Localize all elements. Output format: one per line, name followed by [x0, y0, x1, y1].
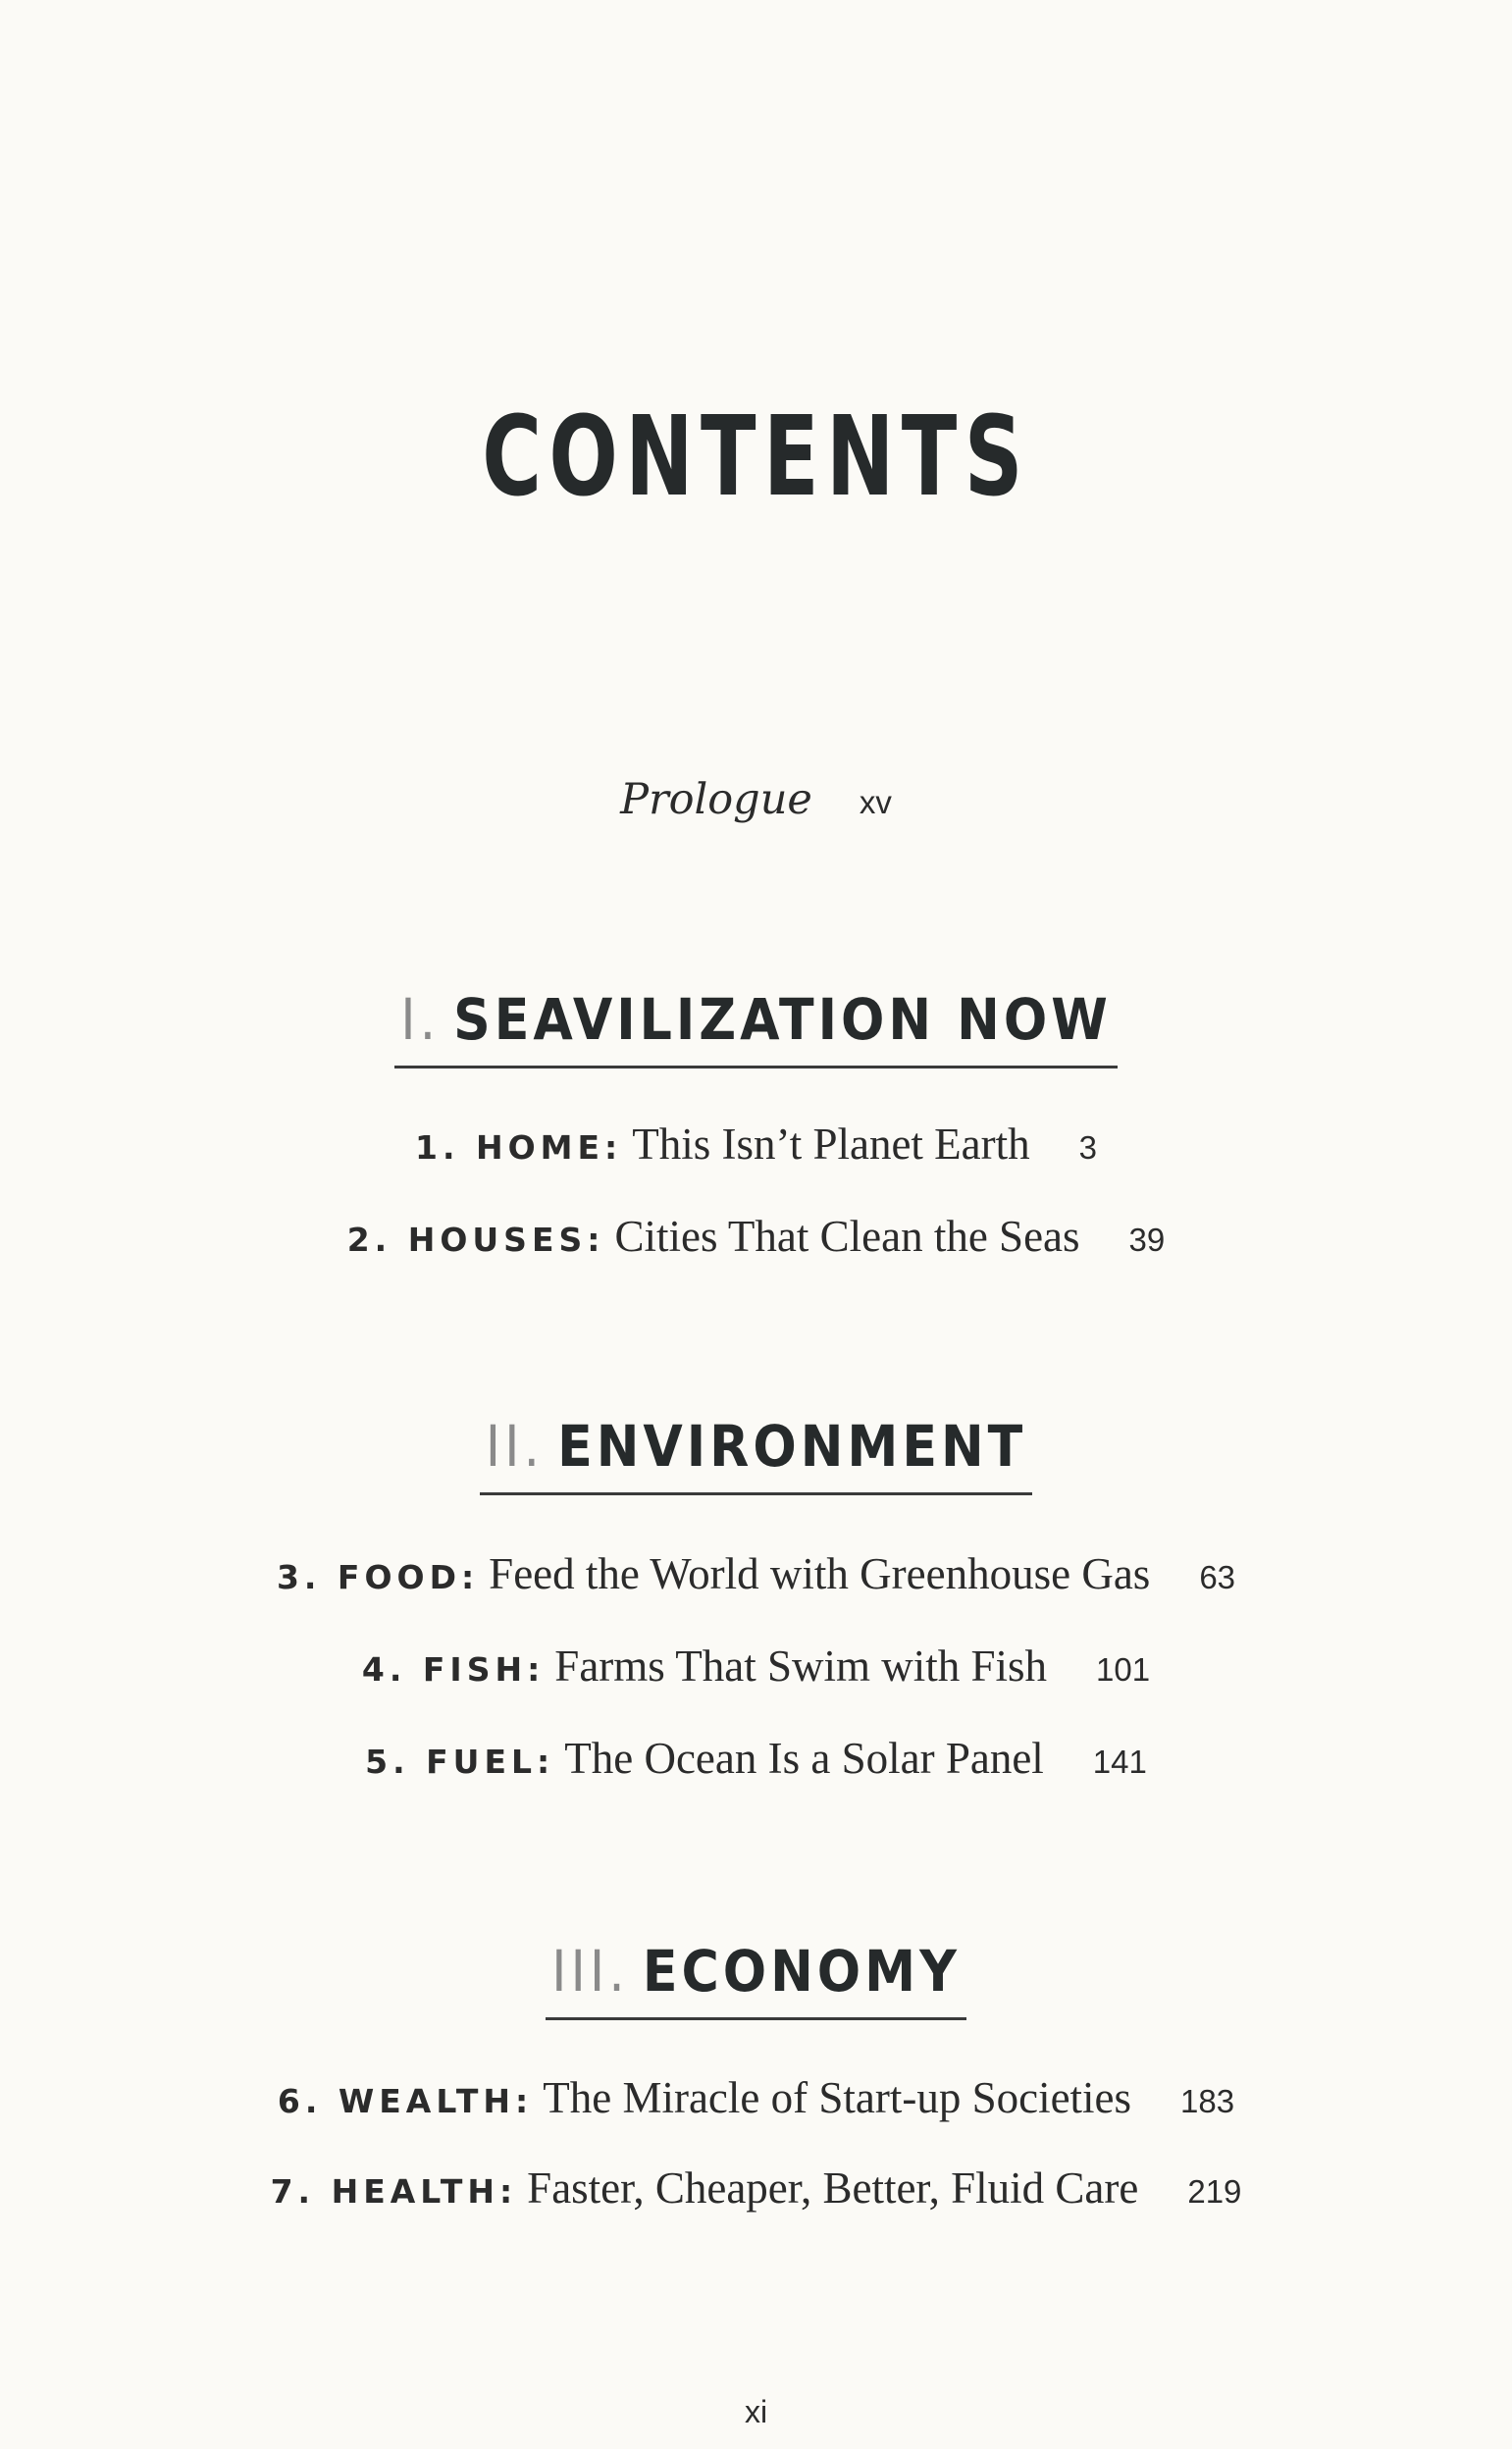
part-title: ECONOMY	[642, 1938, 961, 2005]
chapter-title: Feed the World with Greenhouse Gas	[489, 1549, 1151, 1598]
chapter-label: 3. FOOD:	[276, 1558, 480, 1596]
chapter-entry-1[interactable]	[0, 1119, 1512, 1170]
chapter-page: 183	[1180, 2083, 1235, 2119]
chapter-title: This Isn’t Planet Earth	[632, 1120, 1030, 1169]
page-number: xi	[744, 2394, 768, 2429]
part-heading-2	[0, 1413, 1512, 1495]
chapter-entry-7[interactable]	[0, 2162, 1512, 2214]
chapter-entry-2[interactable]	[0, 1211, 1512, 1262]
chapter-title: Faster, Cheaper, Better, Fluid Care	[527, 2163, 1139, 2213]
chapter-page: 101	[1096, 1651, 1151, 1688]
chapter-title: Cities That Clean the Seas	[614, 1212, 1080, 1261]
chapter-label: 1. HOME:	[415, 1128, 623, 1167]
prologue-page: xv	[859, 784, 892, 820]
part-title: ENVIRONMENT	[557, 1413, 1027, 1480]
chapter-entry-5[interactable]	[0, 1733, 1512, 1784]
chapter-page: 63	[1199, 1559, 1236, 1595]
chapter-page: 219	[1187, 2173, 1242, 2210]
chapter-title: The Ocean Is a Solar Panel	[564, 1734, 1044, 1783]
part-title: SEAVILIZATION NOW	[453, 986, 1112, 1053]
prologue-title: Prologue	[620, 775, 812, 824]
chapter-label: 4. FISH:	[361, 1650, 546, 1689]
prologue-entry[interactable]	[0, 775, 1512, 824]
part-heading-1	[0, 986, 1512, 1068]
part-numeral: II.	[485, 1413, 545, 1480]
chapter-entry-6[interactable]	[0, 2072, 1512, 2123]
page-title: CONTENTS	[482, 393, 1030, 521]
part-numeral: III.	[551, 1938, 629, 2005]
chapter-label: 6. WEALTH:	[277, 2082, 534, 2120]
chapter-entry-3[interactable]	[0, 1548, 1512, 1599]
chapter-title: The Miracle of Start-up Societies	[543, 2073, 1132, 2122]
chapter-page: 141	[1092, 1744, 1147, 1780]
chapter-label: 7. HEALTH:	[270, 2172, 518, 2211]
chapter-page: 3	[1078, 1129, 1097, 1166]
chapter-entry-4[interactable]	[0, 1641, 1512, 1692]
part-numeral: I.	[400, 986, 441, 1053]
chapter-title: Farms That Swim with Fish	[554, 1641, 1048, 1691]
chapter-label: 5. FUEL:	[365, 1743, 555, 1781]
chapter-label: 2. HOUSES:	[346, 1221, 605, 1259]
chapter-page: 39	[1128, 1222, 1166, 1258]
part-heading-3	[0, 1938, 1512, 2020]
